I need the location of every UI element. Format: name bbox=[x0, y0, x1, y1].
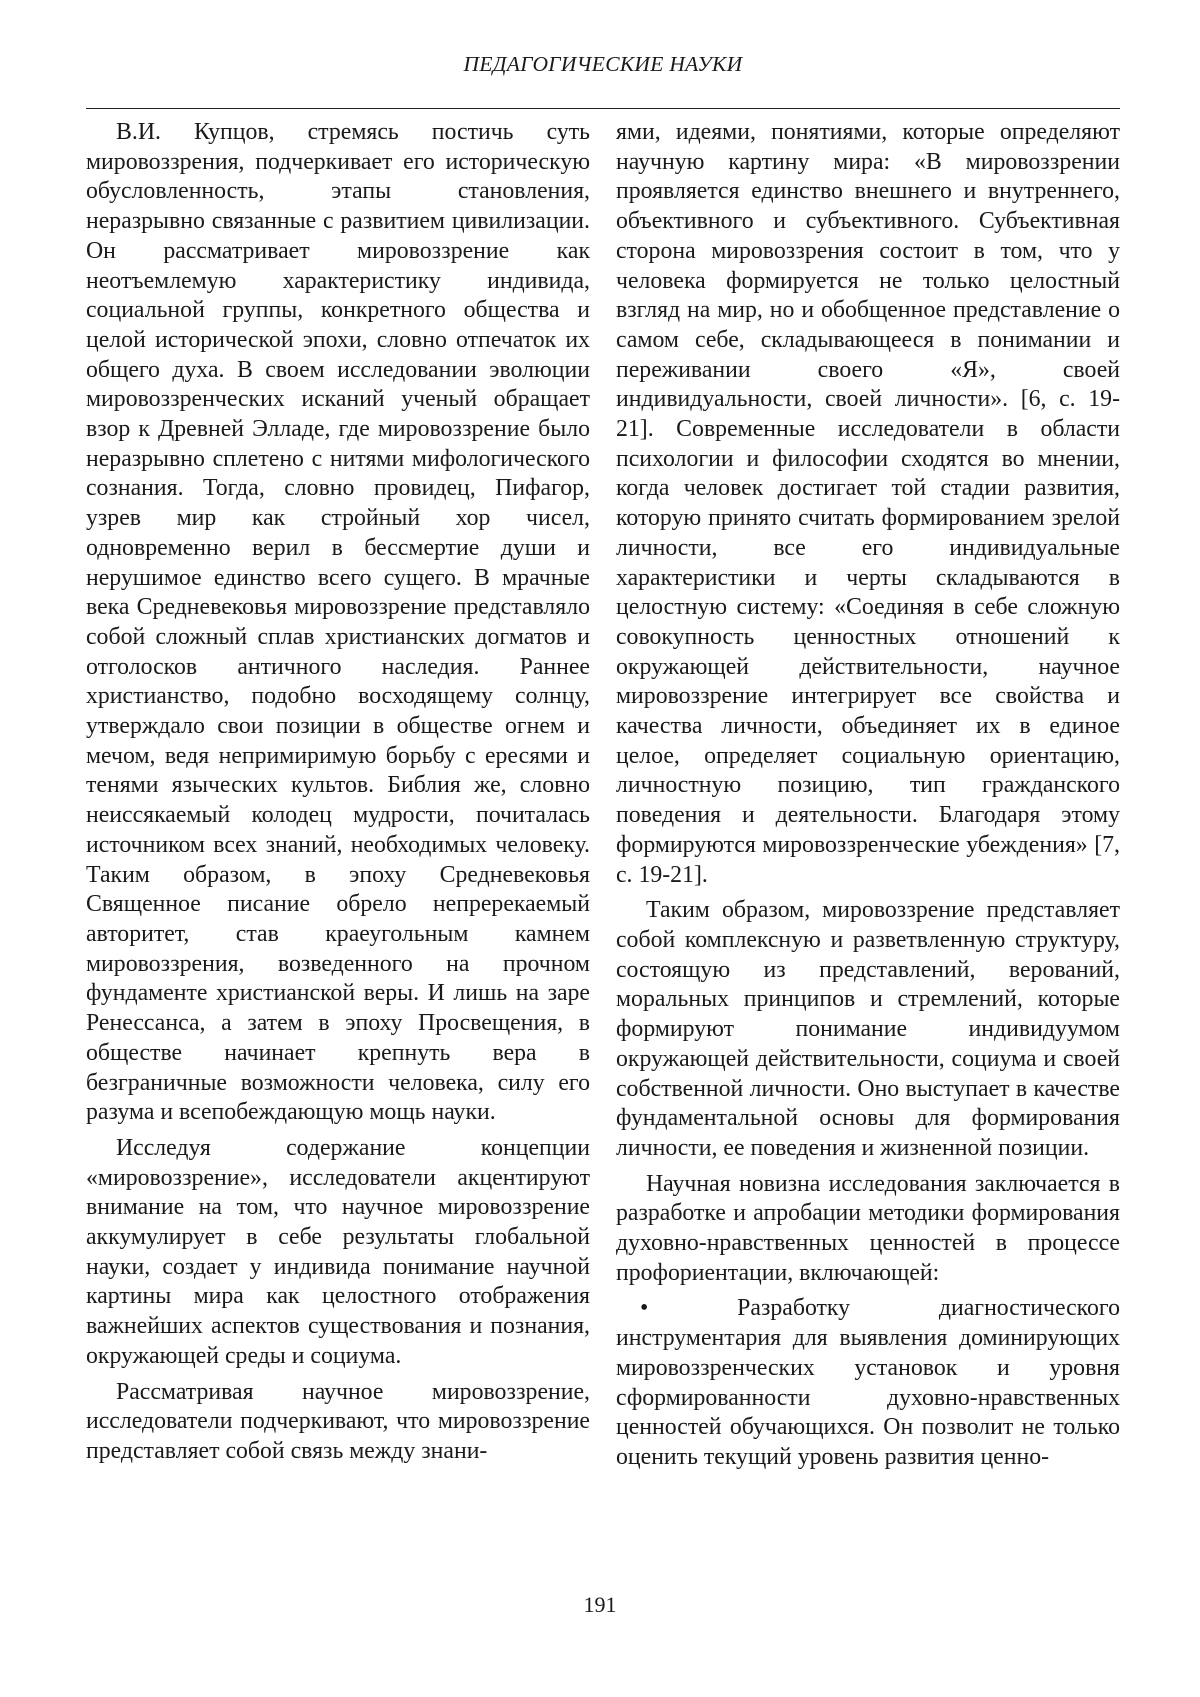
list-item-diagnostics: • Разработку диагностического инструментария для выявления доминирующих мировоззренческих установок и уровня сформированности духовно-нравственных ценностей обучающихся. Он позволит не только оценить текущий уровень развития ценно- bbox=[616, 1295, 1120, 1470]
running-title: ПЕДАГОГИЧЕСКИЕ НАУКИ bbox=[463, 52, 743, 76]
right-column bbox=[616, 118, 1120, 1473]
paragraph-kuptsov: В.И. Купцов, стремясь постичь суть мировоззрения, подчеркивает его историческую обусловленность, этапы становления, неразрывно связанные с развитием цивилизации. Он рассматривает мировоззрение как неотъемлемую характеристику индивида, социальной группы, конкретного общества и целой исторической эпохи, словно отпечаток их общего духа. В своем исследовании эволюции мировоззренческих исканий ученый обращает взор к Древней Элладе, где мировоззрение было неразрывно сплетено с нитями мифологического сознания. Тогда, словно провидец, Пифагор, узрев мир как стройный хор чисел, одновременно верил в бессмертие души и нерушимое единство всего сущего. В мрачные века Средневековья мировоззрение представляло собой сложный сплав христианских догматов и отголосков античного наследия. Раннее христианство, подобно восходящему солнцу, утверждало свои позиции в обществе огнем и мечом, ведя непримиримую борьбу с ересями и тенями языческих культов. Библия же, словно неиссякаемый колодец мудрости, почиталась источником всех знаний, необходимых человеку. Таким образом, в эпоху Средневековья Священное писание обрело непререкаемый авторитет, став краеугольным камнем мировоззрения, возведенного на прочном фундаменте христианской веры. И лишь на заре Ренессанса, а затем в эпоху Просвещения, в обществе начинает крепнуть вера в безграничные возможности человека, силу его разума и всепобеждающую мощь науки. bbox=[86, 119, 590, 1126]
page-number: 191 bbox=[583, 1592, 617, 1617]
paragraph-worldview-concept: Исследуя содержание концепции «мировоззрение», исследователи акцентируют внимание на том, что научное мировоззрение аккумулирует в себе результаты глобальной науки, создает у индивида понимание научной картины мира как целостного отображения важнейших аспектов существования и познания, окружающей среды и социума. bbox=[86, 1134, 590, 1369]
paragraph-continuation: ями, идеями, понятиями, которые определяют научную картину мира: «В мировоззрении проявляется единство внешнего и внутреннего, объективного и субъективного. Субъективная сторона мировоззрения состоит в том, что у человека формируется не только целостный взгляд на мир, но и обобщенное представление о самом себе, складывающееся в понимании и переживании своего «Я», своей индивидуальности, своей личности». [6, с. 19-21]. Современные исследователи в области психологии и философии сходятся во мнении, когда человек достигает той стадии развития, которую принято считать формированием зрелой личности, все его индивидуальные характеристики и черты складываются в целостную систему: «Соединяя в себе сложную совокупность ценностных отношений к окружающей действительности, научное мировоззрение интегрирует все свойства и качества личности, объединяет их в единое целое, определяет социальную ориентацию, личностную позицию, тип гражданского поведения и деятельности. Благодаря этому формируются мировоззренческие убеждения» [7, с. 19-21]. bbox=[616, 119, 1120, 888]
paragraph-summary: Таким образом, мировоззрение представляет собой комплексную и разветвленную структуру, состоящую из представлений, верований, моральных принципов и стремлений, которые формируют понимание индивидуумом окружающей действительности, социума и своей собственной личности. Оно выступает в качестве фундаментальной основы для формирования личности, ее поведения и жизненной позиции. bbox=[616, 897, 1120, 1161]
paragraph-novelty: Научная новизна исследования заключается в разработке и апробации методики формирования духовно-нравственных ценностей в процессе профориентации, включающей: bbox=[616, 1170, 1120, 1286]
header-divider bbox=[86, 108, 1120, 109]
paragraph-scientific-worldview: Рассматривая научное мировоззрение, исследователи подчеркивают, что мировоззрение представляет собой связь между знани- bbox=[86, 1378, 590, 1464]
left-column bbox=[86, 118, 590, 1467]
